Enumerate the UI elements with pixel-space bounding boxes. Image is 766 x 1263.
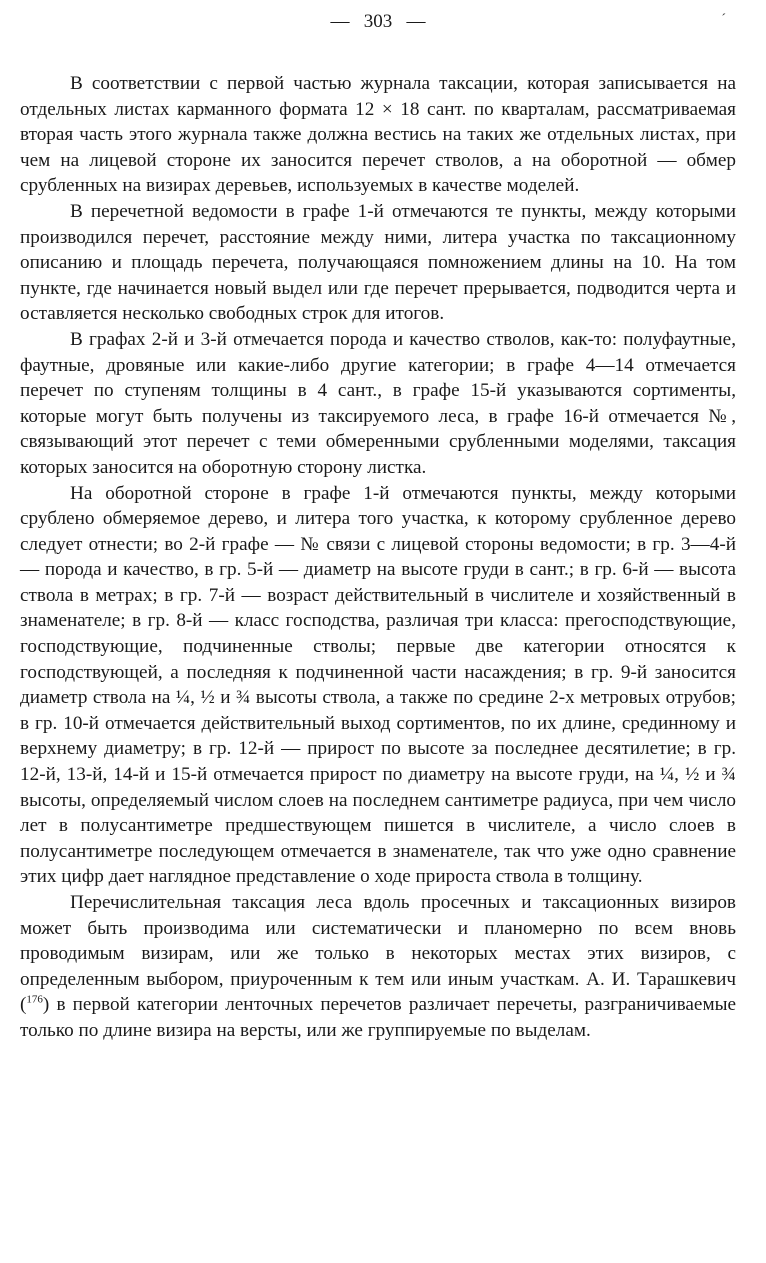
paragraph-text-start: Перечислительная таксация леса вдоль просечных и таксационных визиров может быть производима или систематически и планомерно по всем вновь проводимым визирам, или же только в некоторых местах этих визиров, с определенным выбором, приуроченным к тем или иным участкам. А. И. Тарашкевич ( [20, 892, 736, 1016]
page-header [20, 0, 736, 50]
corner-mark: ˊ [721, 12, 726, 27]
header-dash-right: — [406, 11, 426, 32]
page-number: 303 [363, 11, 393, 32]
paragraph: В перечетной ведомости в графе 1-й отмечаются те пункты, между которыми производился перечет, расстояние между ними, литера участка по таксационному описанию и площадь перечета, получающаяся помножением длины на 10. На том пункте, где начинается новый выдел или где перечет прерывается, подводится черта и оставляется несколько свободных строк для итогов. [20, 200, 736, 325]
book-page [20, 0, 736, 1044]
body-text [20, 71, 736, 1044]
paragraph: На оборотной стороне в графе 1-й отмечаются пункты, между которыми срублено обмеряемое дерево, и литера того участка, к которому срубленное дерево следует отнести; во 2-й графе — № связи с лицевой стороны ведомости; в гр. 3—4-й — порода и качество, в гр. 5-й — диаметр на высоте груди в сант.; в гр. 6-й — высота ствола в метрах; в гр. 7-й — возраст действительный в числителе и хозяйственный в знаменателе; в гр. 8-й — класс господства, различая три класса: прегосподствующие, господствующие, подчиненные стволы; первые две категории относятся к господствующей, а последняя к подчиненной части насаждения; в гр. 9-й заносится диаметр ствола на ¼, ½ и ¾ высоты ствола, а также по средине 2-х метровых отрубов; в гр. 10-й отмечается действительный выход сортиментов, по их длине, срединному и верхнему диаметру; в гр. 12-й — прирост по высоте за последнее десятилетие; в гр. 12-й, 13-й, 14-й и 15-й отмечается прирост по диаметру на высоте груди, на ¼, ½ и ¾ высоты, определяемый числом слоев на последнем сантиметре радиуса, при чем число лет в полусантиметре предшествующем пишется в числителе, а число слоев в полусантиметре последующем отмечается в знаменателе, так что уже одно сравнение этих цифр дает наглядное представление о ходе прироста ствола в толщину. [20, 482, 736, 888]
paragraph-text-end: ) в первой категории ленточных перечетов различает перечеты, разграничиваемые только по длине визира на версты, или же группируемые по выделам. [20, 994, 736, 1041]
paragraph: В графах 2-й и 3-й отмечается порода и качество стволов, как-то: полуфаутные, фаутные, дровяные или какие-либо другие категории; в графе 4—14 отмечается перечет по ступеням толщины в 4 сант., в графе 15-й указываются сортименты, которые могут быть получены из таксируемого леса, в графе 16-й отмечается №, связывающий этот перечет с теми обмеренными срубленными моделями, таксация которых заносится на оборотную сторону листка. [20, 328, 736, 478]
footnote-reference: 176 [26, 993, 43, 1006]
paragraph-last [20, 890, 736, 1044]
header-dash-left: — [330, 11, 350, 32]
paragraph: В соответствии с первой частью журнала таксации, которая записывается на отдельных листах карманного формата 12 × 18 сант. по кварталам, рассматриваемая вторая часть этого журнала также должна вестись на таких же отдельных листах, при чем на лицевой стороне их заносится перечет стволов, а на оборотной — обмер срубленных на визирах деревьев, используемых в качестве моделей. [20, 73, 736, 197]
